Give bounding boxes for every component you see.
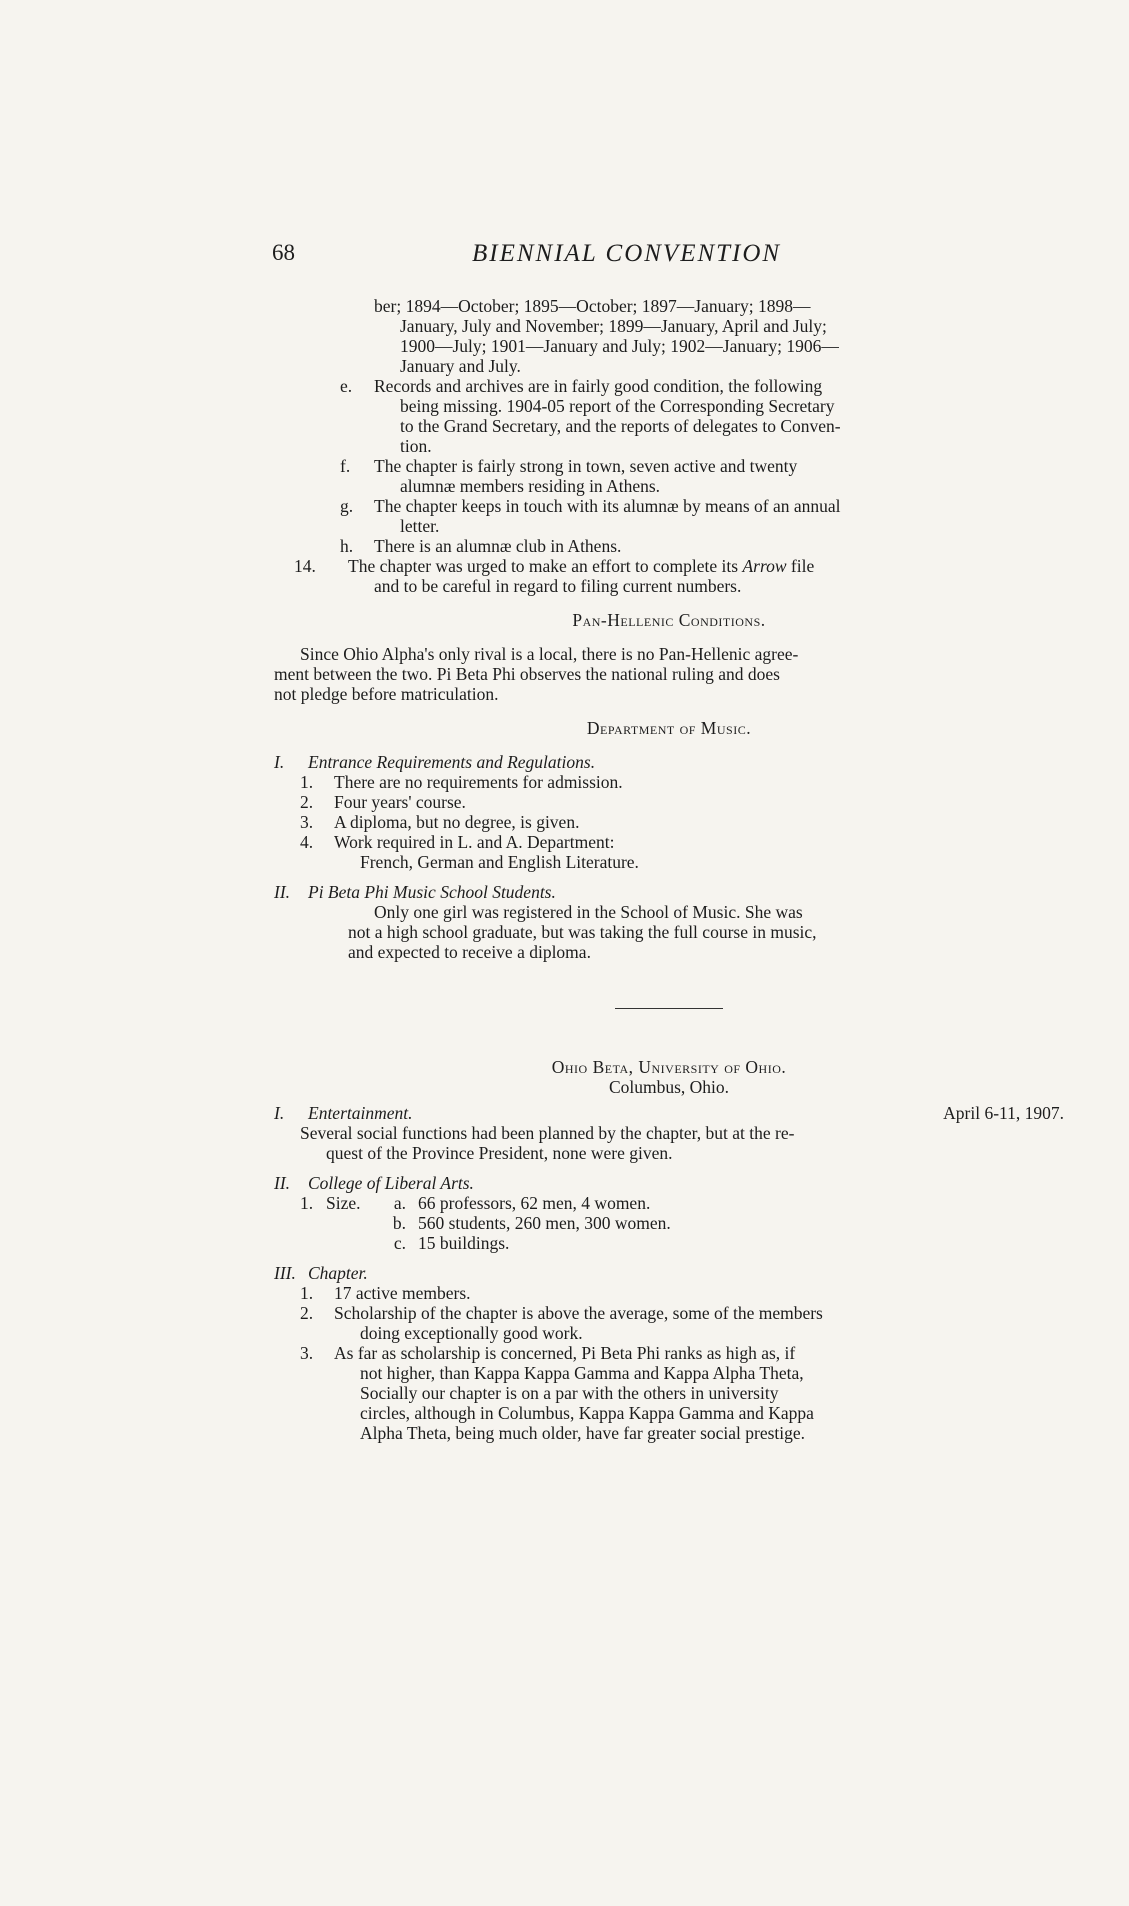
item-text: Work required in L. and A. Department: bbox=[334, 832, 615, 852]
text-line: Only one girl was registered in the School of Music. She was bbox=[374, 902, 803, 922]
text-line: There is an alumnæ club in Athens. bbox=[374, 536, 622, 556]
date-line: April 6-11, 1907. bbox=[943, 1103, 1064, 1123]
list-item bbox=[274, 812, 1064, 832]
section-heading: Pan-Hellenic Conditions. bbox=[572, 610, 766, 630]
text-line: letter. bbox=[400, 516, 440, 536]
item-label: 4. bbox=[300, 832, 314, 852]
row-text: 66 professors, 62 men, 4 women. bbox=[418, 1193, 651, 1213]
text-line: January and July. bbox=[400, 356, 521, 376]
text-line: not a high school graduate, but was taking the full course in music, bbox=[348, 922, 817, 942]
list-item bbox=[274, 1343, 1064, 1443]
subsection-heading bbox=[274, 1173, 1064, 1193]
list-item bbox=[274, 772, 1064, 792]
text-line: 1900—July; 1901—January and July; 1902—January; 1906— bbox=[400, 336, 839, 356]
text-line: January, July and November; 1899—January, April and July; bbox=[400, 316, 827, 336]
text-line: 17 active members. bbox=[334, 1283, 471, 1303]
size-row bbox=[374, 1213, 671, 1233]
item-label: 2. bbox=[300, 1303, 314, 1323]
text-line: doing exceptionally good work. bbox=[360, 1323, 583, 1343]
section-title: Pi Beta Phi Music School Students. bbox=[308, 882, 556, 902]
list-item bbox=[274, 1303, 1064, 1343]
section-title: Entrance Requirements and Regulations. bbox=[308, 752, 596, 772]
text-line: French, German and English Literature. bbox=[360, 852, 639, 872]
location-line: Columbus, Ohio. bbox=[608, 1077, 730, 1097]
size-rows bbox=[374, 1193, 671, 1253]
item-text: There are no requirements for admission. bbox=[334, 772, 623, 792]
text-line: Socially our chapter is on a par with the others in university bbox=[360, 1383, 779, 1403]
section-label: I. bbox=[274, 1103, 285, 1123]
item-label: 14. bbox=[294, 556, 316, 576]
item-label: 1. bbox=[300, 1193, 314, 1213]
list-item bbox=[274, 556, 1064, 596]
text-line: and expected to receive a diploma. bbox=[348, 942, 591, 962]
list-item bbox=[274, 1283, 1064, 1303]
text-line: The chapter is fairly strong in town, seven active and twenty bbox=[374, 456, 798, 476]
text-line: The chapter keeps in touch with its alumnæ by means of an annual bbox=[374, 496, 841, 516]
row-text: 560 students, 260 men, 300 women. bbox=[418, 1213, 671, 1233]
page-header bbox=[272, 240, 1072, 280]
list-item bbox=[274, 456, 1064, 496]
item-label: 3. bbox=[300, 1343, 314, 1363]
text-line: to the Grand Secretary, and the reports of delegates to Conven- bbox=[400, 416, 841, 436]
page-body bbox=[274, 296, 1064, 1443]
section-label: II. bbox=[274, 1173, 291, 1193]
list-item bbox=[274, 496, 1064, 536]
text-line: Since Ohio Alpha's only rival is a local, there is no Pan-Hellenic agree- bbox=[300, 644, 799, 664]
size-block bbox=[274, 1193, 1064, 1253]
item-label: 3. bbox=[300, 812, 314, 832]
subsection-heading bbox=[274, 1103, 1064, 1123]
item-text: A diploma, but no degree, is given. bbox=[334, 812, 580, 832]
row-letter: b. bbox=[392, 1213, 406, 1233]
list-item bbox=[274, 792, 1064, 812]
section-heading: Department of Music. bbox=[586, 718, 752, 738]
size-row bbox=[374, 1233, 671, 1253]
text-span: file bbox=[786, 556, 815, 576]
text-line: being missing. 1904-05 report of the Corresponding Secretary bbox=[400, 396, 835, 416]
section-label: III. bbox=[274, 1263, 296, 1283]
text-line: not pledge before matriculation. bbox=[274, 684, 499, 704]
section-heading: Ohio Beta, University of Ohio. bbox=[551, 1057, 787, 1077]
text-line: ber; 1894—October; 1895—October; 1897—January; 1898— bbox=[374, 296, 811, 316]
page-number: 68 bbox=[272, 240, 295, 265]
text-line bbox=[348, 556, 1064, 576]
item-label: 1. bbox=[300, 1283, 314, 1303]
text-line: As far as scholarship is concerned, Pi Beta Phi ranks as high as, if bbox=[334, 1343, 796, 1363]
text-span: The chapter was urged to make an effort to complete its bbox=[348, 556, 743, 576]
section-title: Chapter. bbox=[308, 1263, 368, 1283]
text-line: not higher, than Kappa Kappa Gamma and Kappa Alpha Theta, bbox=[360, 1363, 804, 1383]
size-row bbox=[374, 1193, 671, 1213]
running-title: BIENNIAL CONVENTION bbox=[472, 240, 782, 267]
section-label: II. bbox=[274, 882, 291, 902]
section-label: I. bbox=[274, 752, 285, 772]
text-line: Scholarship of the chapter is above the average, some of the members bbox=[334, 1303, 823, 1323]
text-line: Records and archives are in fairly good condition, the following bbox=[374, 376, 823, 396]
row-letter: c. bbox=[393, 1233, 406, 1253]
item-label: h. bbox=[340, 536, 354, 556]
item-label: f. bbox=[340, 456, 351, 476]
text-line: alumnæ members residing in Athens. bbox=[400, 476, 661, 496]
text-line: tion. bbox=[400, 436, 432, 456]
item-label: g. bbox=[340, 496, 354, 516]
subsection-title-group bbox=[274, 1103, 413, 1123]
row-text: 15 buildings. bbox=[418, 1233, 510, 1253]
subsection-heading bbox=[274, 882, 1064, 902]
text-line: Several social functions had been planned by the chapter, but at the re- bbox=[300, 1123, 795, 1143]
text-line: quest of the Province President, none were given. bbox=[326, 1143, 673, 1163]
item-label: 1. bbox=[300, 772, 314, 792]
item-text: Four years' course. bbox=[334, 792, 466, 812]
text-line: and to be careful in regard to filing current numbers. bbox=[374, 576, 742, 596]
size-word: Size. bbox=[326, 1193, 361, 1213]
list-item bbox=[274, 832, 1064, 852]
row-letter: a. bbox=[393, 1193, 406, 1213]
subsection-heading bbox=[274, 1263, 1064, 1283]
list-item bbox=[274, 376, 1064, 456]
italic-title: Arrow bbox=[742, 556, 787, 576]
list-item bbox=[274, 536, 1064, 556]
subsection-heading bbox=[274, 752, 1064, 772]
item-label: e. bbox=[340, 376, 353, 396]
item-label: 2. bbox=[300, 792, 314, 812]
section-title: Entertainment. bbox=[308, 1103, 413, 1123]
text-line: ment between the two. Pi Beta Phi observes the national ruling and does bbox=[274, 664, 780, 684]
text-line: circles, although in Columbus, Kappa Kappa Gamma and Kappa bbox=[360, 1403, 814, 1423]
text-line: Alpha Theta, being much older, have far greater social prestige. bbox=[360, 1423, 806, 1443]
section-title: College of Liberal Arts. bbox=[308, 1173, 474, 1193]
